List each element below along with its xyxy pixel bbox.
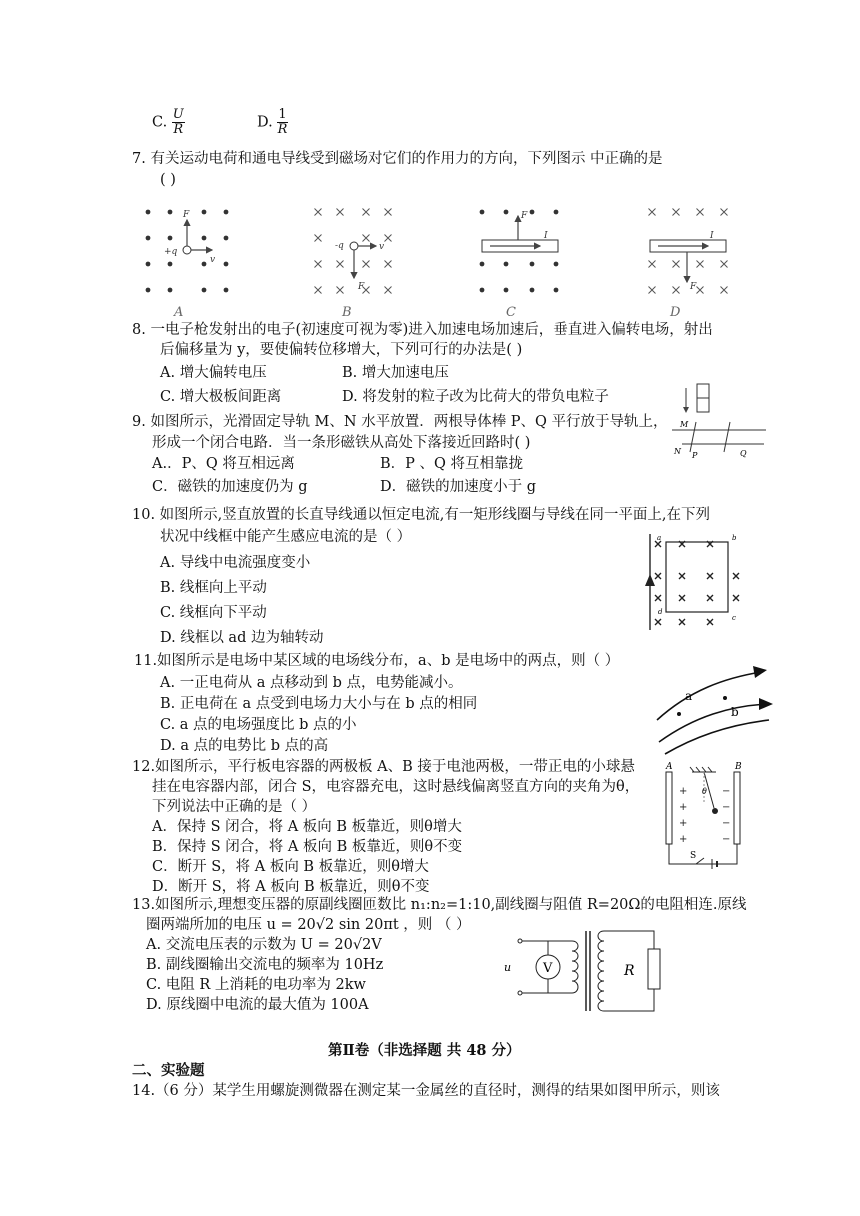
field-dot xyxy=(224,236,229,241)
q10-option-a: A. 导线中电流强度变小 xyxy=(160,555,311,571)
q11-figure xyxy=(655,660,775,758)
q10-stem-line1: 10. 如图所示,竖直放置的长直导线通以恒定电流,有一矩形线圈与导线在同一平面上,在下列 xyxy=(132,507,710,523)
field-cross xyxy=(697,261,704,268)
q11-option-d: D. a 点的电势比 b 点的高 xyxy=(160,738,329,754)
field-cross xyxy=(707,619,713,625)
q9-option-d: D．磁铁的加速度小于 g xyxy=(380,479,537,495)
q11-option-c: C. a 点的电场强度比 b 点的小 xyxy=(160,717,357,733)
field-cross xyxy=(315,287,322,294)
field-cross xyxy=(679,619,685,625)
q9-label-p: P xyxy=(692,451,698,460)
q7-label-c: C xyxy=(506,305,516,320)
field-cross xyxy=(337,261,344,268)
field-cross xyxy=(697,287,704,294)
field-dot xyxy=(480,262,485,267)
field-cross xyxy=(721,287,728,294)
field-cross xyxy=(315,235,322,242)
q7-b-force-label: F xyxy=(358,282,365,292)
q10-stem-line2: 状况中线框中能产生感应电流的是（ ） xyxy=(160,529,412,545)
q7-stem: 7. 有关运动电荷和通电导线受到磁场对它们的作用力的方向，下列图示 中正确的是 xyxy=(132,151,663,167)
q7-label-a: A xyxy=(174,305,184,320)
field-dot xyxy=(146,210,151,215)
field-dot xyxy=(168,236,173,241)
field-cross xyxy=(655,619,661,625)
field-cross xyxy=(697,209,704,216)
field-cross xyxy=(385,209,392,216)
q12-figure xyxy=(652,760,754,870)
q8-option-d: D. 将发射的粒子改为比荷大的带负电粒子 xyxy=(342,389,609,405)
field-dot xyxy=(168,288,173,293)
q11-stem: 11.如图所示是电场中某区域的电场线分布，a、b 是电场中的两点，则（ ） xyxy=(134,653,620,669)
field-dot xyxy=(202,288,207,293)
field-cross xyxy=(673,287,680,294)
q12-option-d: D．断开 S，将 A 板向 B 板靠近，则θ不变 xyxy=(152,879,430,895)
field-cross xyxy=(337,209,344,216)
field-dot xyxy=(224,210,229,215)
q9-figure xyxy=(670,382,770,464)
field-cross xyxy=(363,235,370,242)
field-cross xyxy=(679,573,685,579)
q8-option-c: C. 增大极板间距离 xyxy=(160,389,282,405)
field-cross xyxy=(673,261,680,268)
q7-c-force-label: F xyxy=(521,211,528,221)
q7-figures xyxy=(130,198,730,320)
q10-option-b: B. 线框向上平动 xyxy=(160,580,267,596)
field-cross xyxy=(385,235,392,242)
q9-label-n: N xyxy=(674,447,681,456)
field-dot xyxy=(480,210,485,215)
field-dot xyxy=(224,262,229,267)
q6-option-d: D. $\frac{1}{R}$ xyxy=(257,107,288,137)
q7-d-force-label: F xyxy=(690,282,697,292)
field-dot xyxy=(168,262,173,267)
q11-label-b: b xyxy=(731,705,739,719)
q9-stem-line1: 9. 如图所示，光滑固定导轨 M、N 水平放置．两根导体棒 P、Q 平行放于导轨上， xyxy=(132,414,668,430)
q7-figure-a xyxy=(146,210,229,293)
q8-option-b: B. 增大加速电压 xyxy=(342,365,449,381)
svg-text:−: − xyxy=(722,818,731,829)
q9-option-a: A.．P、Q 将互相远离 xyxy=(152,456,295,472)
q10-label-d: d xyxy=(658,608,663,616)
q6-option-c: C. $\frac{U}{R}$ xyxy=(152,107,184,137)
field-cross xyxy=(363,261,370,268)
field-cross xyxy=(721,209,728,216)
q7-a-velocity-label: v xyxy=(210,255,216,265)
q9-label-m: M xyxy=(680,420,689,429)
field-cross xyxy=(649,287,656,294)
field-cross xyxy=(337,287,344,294)
q13-option-d: D. 原线圈中电流的最大值为 100A xyxy=(146,997,369,1013)
svg-text:−: − xyxy=(722,786,731,797)
q8-stem-line1: 8. 一电子枪发射出的电子(初速度可视为零)进入加速电场加速后，垂直进入偏转电场，射出 xyxy=(132,322,713,338)
field-dot xyxy=(554,262,559,267)
svg-text:+: + xyxy=(679,818,688,829)
q9-stem-line2: 形成一个闭合电路．当一条形磁铁从高处下落接近回路时( ) xyxy=(152,435,531,451)
q7-label-b: B xyxy=(342,305,352,320)
q12-stem-line2: 挂在电容器内部，闭合 S，电容器充电，这时悬线偏离竖直方向的夹角为θ， xyxy=(152,779,640,795)
field-cross xyxy=(385,261,392,268)
field-dot xyxy=(530,210,535,215)
svg-text:+: + xyxy=(679,786,688,797)
field-dot xyxy=(168,210,173,215)
section-heading: 二、实验题 xyxy=(132,1062,205,1079)
field-dot xyxy=(554,210,559,215)
q12-stem-line1: 12.如图所示，平行板电容器的两极板 A、B 接于电池两极，一带正电的小球悬 xyxy=(132,759,635,775)
field-dot xyxy=(530,288,535,293)
field-cross xyxy=(707,595,713,601)
q12-stem-line3: 下列说法中正确的是（ ） xyxy=(152,799,317,815)
q7-d-current-label: I xyxy=(710,231,714,241)
q12-option-a: A．保持 S 闭合，将 A 板向 B 板靠近，则θ增大 xyxy=(152,819,462,835)
q7-b-charge-label: -q xyxy=(335,241,344,251)
q6-option-c-fraction: $\frac{U}{R}$ xyxy=(172,107,184,137)
q13-option-c: C. 电阻 R 上消耗的电功率为 2kw xyxy=(146,977,366,993)
q10-option-d: D. 线框以 ad 边为轴转动 xyxy=(160,630,324,646)
q11-option-a: A. 一正电荷从 a 点移动到 b 点，电势能减小。 xyxy=(160,675,463,691)
field-dot xyxy=(554,288,559,293)
field-dot xyxy=(146,288,151,293)
q9-label-q: Q xyxy=(740,449,747,458)
q12-option-b: B．保持 S 闭合，将 A 板向 B 板靠近，则θ不变 xyxy=(152,839,463,855)
q13-option-a: A. 交流电压表的示数为 U = 20√2V xyxy=(146,937,382,953)
q10-label-c: c xyxy=(732,614,736,622)
field-dot xyxy=(504,262,509,267)
q13-option-b: B. 副线圈输出交流电的频率为 10Hz xyxy=(146,957,384,973)
q13-figure xyxy=(500,927,670,1019)
field-dot xyxy=(146,262,151,267)
field-dot xyxy=(504,210,509,215)
q12-label-theta: θ xyxy=(702,787,707,796)
q8-stem-line2: 后偏移量为 y，要使偏转位移增大，下列可行的办法是( ) xyxy=(160,342,523,358)
field-cross xyxy=(673,209,680,216)
field-cross xyxy=(315,209,322,216)
q10-option-c: C. 线框向下平动 xyxy=(160,605,267,621)
q12-label-plate-a: A xyxy=(666,762,673,772)
q7-a-force-label: F xyxy=(183,210,190,220)
q7-c-current-label: I xyxy=(544,231,548,241)
q13-source-label: u xyxy=(504,961,512,974)
field-dot xyxy=(504,288,509,293)
field-cross xyxy=(707,573,713,579)
q7-answer-blank: ( ) xyxy=(160,172,176,188)
q9-option-c: C．磁铁的加速度仍为 g xyxy=(152,479,308,495)
field-cross xyxy=(721,261,728,268)
q8-option-a: A. 增大偏转电压 xyxy=(160,365,267,381)
field-dot xyxy=(202,210,207,215)
q7-figure-c xyxy=(480,210,559,293)
field-cross xyxy=(733,595,739,601)
field-cross xyxy=(655,573,661,579)
q12-label-switch: S xyxy=(690,851,697,861)
svg-text:−: − xyxy=(722,802,731,813)
field-cross xyxy=(733,573,739,579)
svg-text:+: + xyxy=(679,802,688,813)
q10-label-b: b xyxy=(732,534,737,542)
field-dot xyxy=(202,262,207,267)
q11-label-a: a xyxy=(685,689,693,703)
svg-text:−: − xyxy=(722,834,731,845)
q13-stem-line2: 圈两端所加的电压 u = 20√2 sin 20πt ，则 （ ） xyxy=(146,917,471,933)
q7-label-d: D xyxy=(670,305,681,320)
part2-title: 第Ⅱ卷（非选择题 共 48 分） xyxy=(328,1042,521,1059)
q10-figure xyxy=(640,532,744,632)
field-cross xyxy=(679,595,685,601)
svg-text:+: + xyxy=(679,834,688,845)
field-cross xyxy=(655,595,661,601)
q12-option-c: C．断开 S，将 A 板向 B 板靠近，则θ增大 xyxy=(152,859,429,875)
q14-stem: 14.（6 分）某学生用螺旋测微器在测定某一金属丝的直径时，测得的结果如图甲所示，则该 xyxy=(132,1083,720,1099)
field-cross xyxy=(649,261,656,268)
q7-figure-b xyxy=(315,209,392,294)
field-dot xyxy=(480,288,485,293)
q11-option-b: B. 正电荷在 a 点受到电场力大小与在 b 点的相同 xyxy=(160,696,478,712)
q10-label-a: a xyxy=(657,534,662,542)
q13-voltmeter-label: V xyxy=(543,961,553,976)
field-dot xyxy=(224,288,229,293)
q13-stem-line1: 13.如图所示,理想变压器的原副线圈匝数比 n₁:n₂=1:10,副线圈与阻值 R=20Ω的电阻相连.原线 xyxy=(132,897,747,913)
field-dot xyxy=(530,262,535,267)
q6-option-d-fraction: $\frac{1}{R}$ xyxy=(277,107,288,137)
q7-b-velocity-label: v xyxy=(379,242,385,252)
q7-figure-d xyxy=(649,209,728,294)
field-cross xyxy=(385,287,392,294)
q9-option-b: B．P 、Q 将互相靠拢 xyxy=(380,456,524,472)
field-cross xyxy=(649,209,656,216)
q12-label-plate-b: B xyxy=(735,762,742,772)
q7-a-charge-label: +q xyxy=(164,247,178,257)
field-dot xyxy=(146,236,151,241)
field-dot xyxy=(202,236,207,241)
field-cross xyxy=(315,261,322,268)
q13-resistor-label: R xyxy=(624,963,635,979)
field-cross xyxy=(363,209,370,216)
